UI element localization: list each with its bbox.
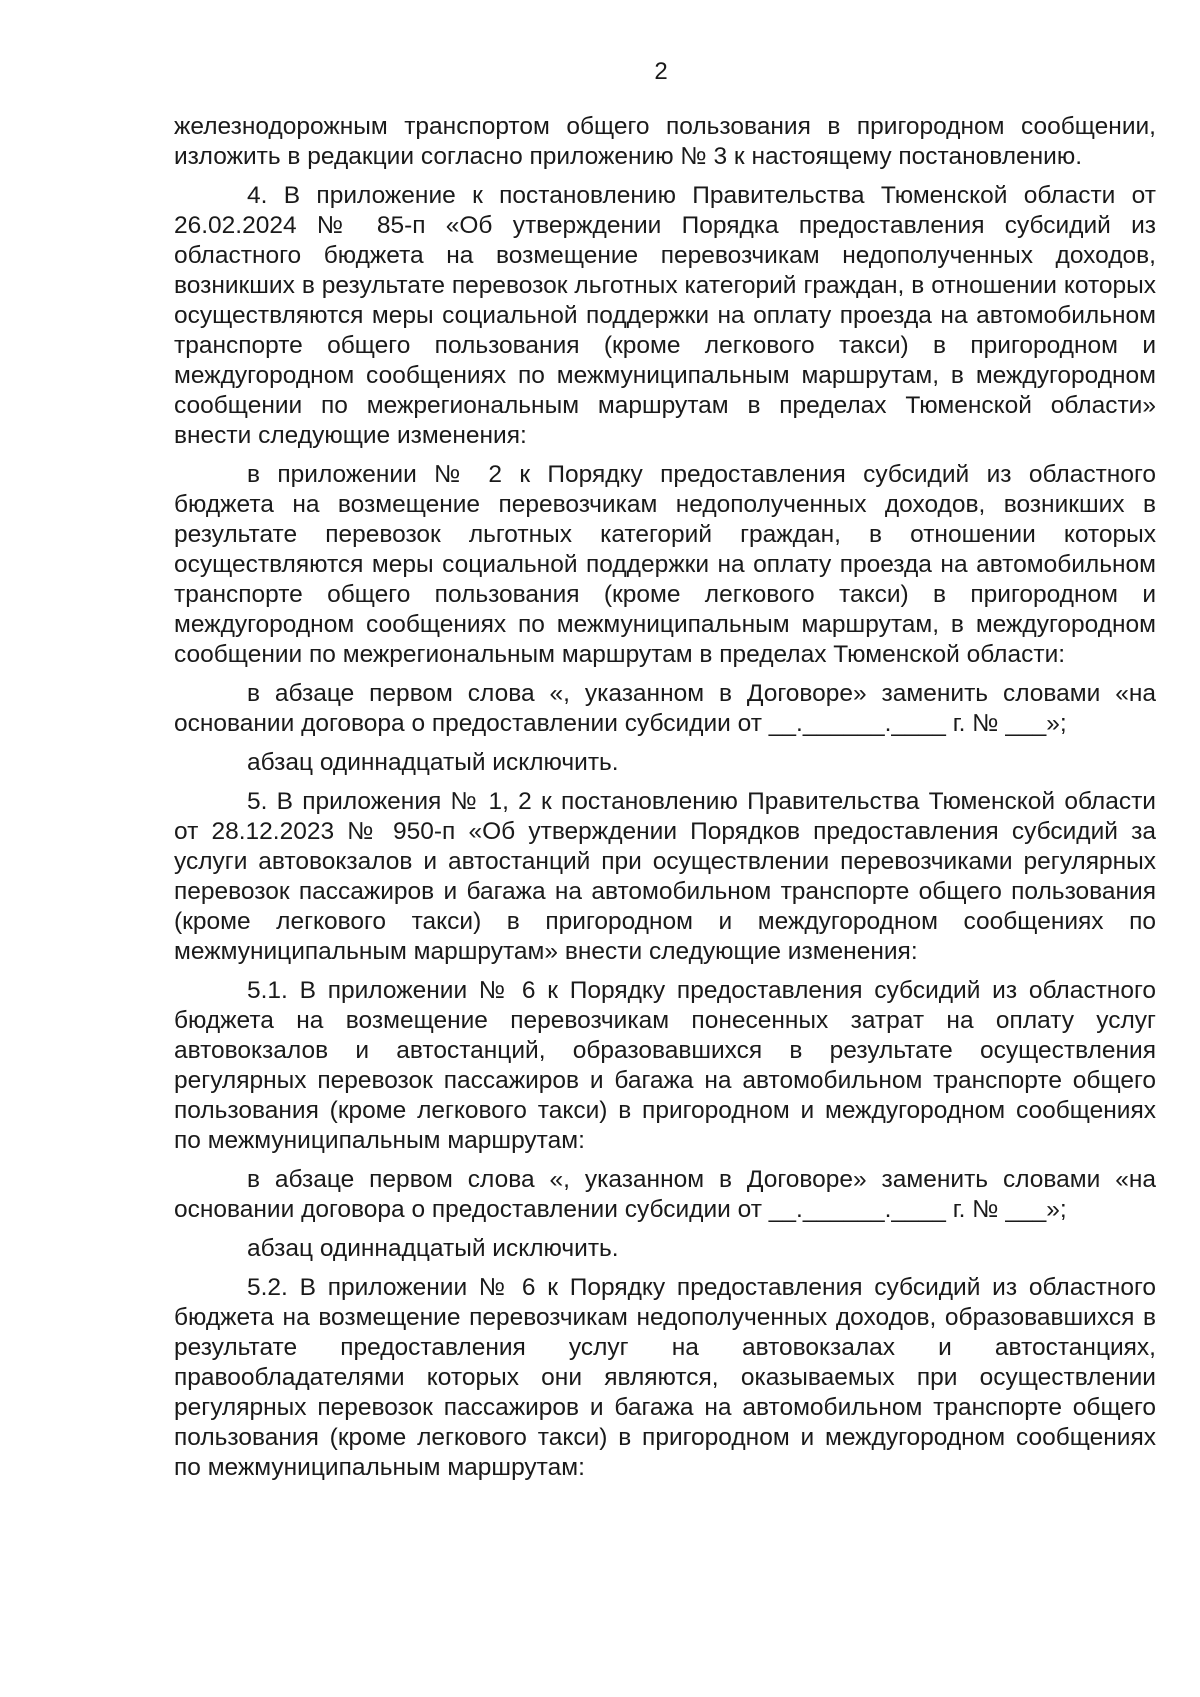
paragraph-exclude-clause: абзац одиннадцатый исключить. (247, 749, 619, 776)
paragraph-item-4: 4. В приложение к постановлению Правительства Тюменской области от 26.02.2024 № 85-п «Об утверждении Порядка предоставления субсидий из областного бюджета на возмещение перевозчикам недополученных доходов, возникших в результате перевозок льготных категорий граждан, в отношении которых осуществляются меры социальной поддержки на оплату проезда на автомобильном транспорте общего пользования (кроме легкового такси) в пригородном и междугородном сообщениях по межмуниципальным маршрутам, в междугородном сообщении по межрегиональным маршрутам в пределах Тюменской области» внести следующие изменения: (174, 182, 1156, 449)
page-number: 2 (654, 58, 668, 85)
paragraph-item-5: 5. В приложения № 1, 2 к постановлению Правительства Тюменской области от 28.12.2023 № 950-п «Об утверждении Порядков предоставления субсидий за услуги автовокзалов и автостанций при осуществлении перевозчиками регулярных перевозок пассажиров и багажа на автомобильном транспорте общего пользования (кроме легкового такси) в пригородном и междугородном сообщениях по межмуниципальным маршрутам» внести следующие изменения: (174, 788, 1156, 965)
paragraph-appendix-2-changes: в приложении № 2 к Порядку предоставления субсидий из областного бюджета на возмещение перевозчикам недополученных доходов, возникших в результате перевозок льготных категорий граждан, в отношении которых осуществляются меры социальной поддержки на оплату проезда на автомобильном транспорте общего пользования (кроме легкового такси) в пригородном и междугородном сообщениях по межмуниципальным маршрутам, в междугородном сообщении по межрегиональным маршрутам в пределах Тюменской области: (174, 461, 1156, 668)
paragraph-continuation: железнодорожным транспортом общего пользования в пригородном сообщении, изложить в редакции согласно приложению № 3 к настоящему постановлению. (174, 113, 1156, 170)
paragraph-item-5-1: 5.1. В приложении № 6 к Порядку предоставления субсидий из областного бюджета на возмещение перевозчикам понесенных затрат на оплату услуг автовокзалов и автостанций, образовавшихся в результате осуществления регулярных перевозок пассажиров и багажа на автомобильном транспорте общего пользования (кроме легкового такси) в пригородном и междугородном сообщениях по межмуниципальным маршрутам: (174, 977, 1156, 1154)
document-body (174, 112, 1156, 1492)
paragraph-item-5-2: 5.2. В приложении № 6 к Порядку предоставления субсидий из областного бюджета на возмещение перевозчикам недополученных доходов, образовавшихся в результате предоставления услуг на автовокзалах и автостанциях, правообладателями которых они являются, оказываемых при осуществлении регулярных перевозок пассажиров и багажа на автомобильном транспорте общего пользования (кроме легкового такси) в пригородном и междугородном сообщениях по межмуниципальным маршрутам: (174, 1274, 1156, 1481)
paragraph-replace-words: в абзаце первом слова «, указанном в Договоре» заменить словами «на основании договора о предоставлении субсидии от __.______.____ г. № ___»; (174, 680, 1156, 737)
paragraph-exclude-clause: абзац одиннадцатый исключить. (247, 1235, 619, 1262)
paragraph-replace-words: в абзаце первом слова «, указанном в Договоре» заменить словами «на основании договора о предоставлении субсидии от __.______.____ г. № ___»; (174, 1166, 1156, 1223)
